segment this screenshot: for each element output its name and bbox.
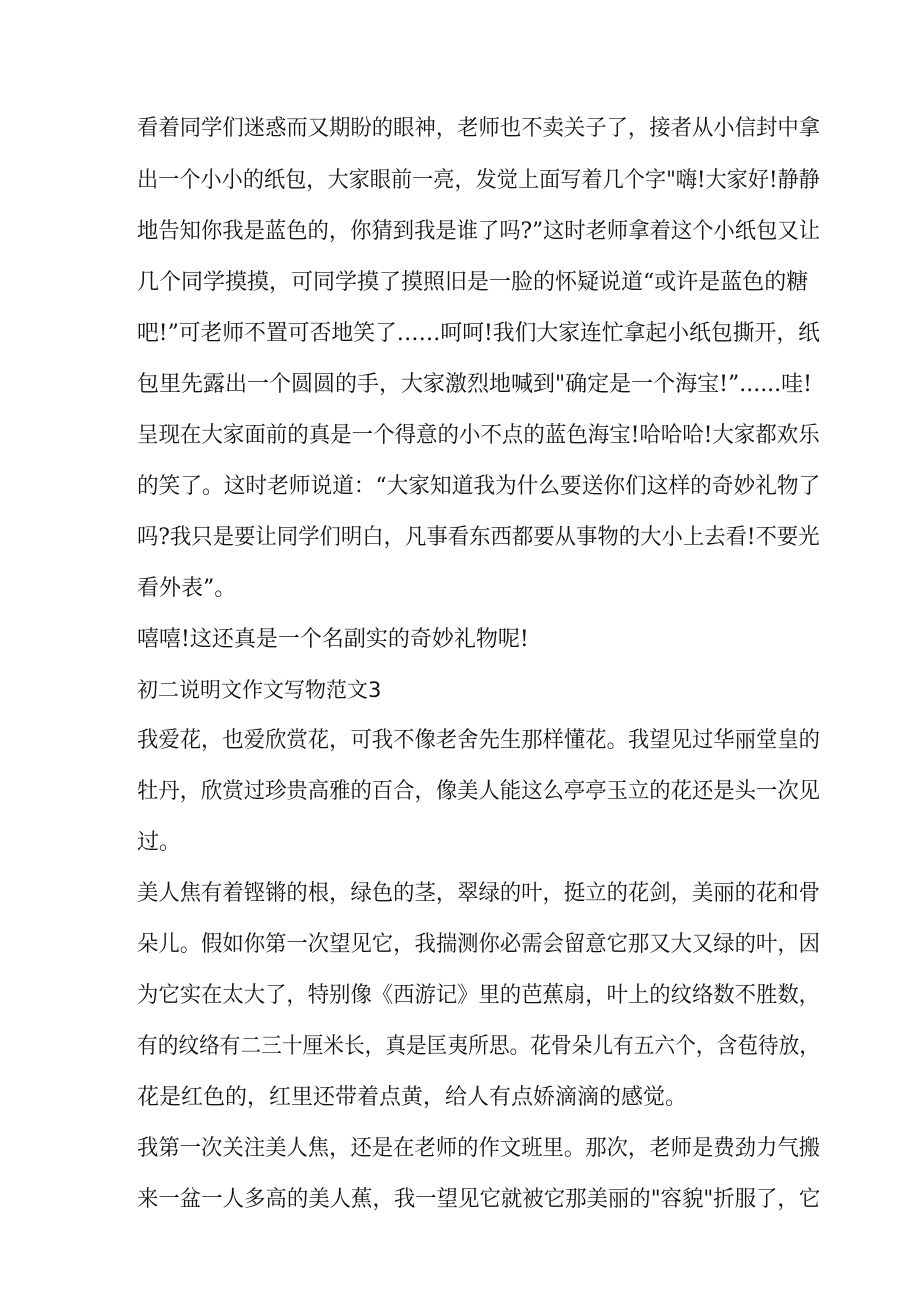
text-line: 牡丹，欣赏过珍贵高雅的百合，像美人能这么亭亭玉立的花还是头一次见 [137, 779, 821, 804]
text-line: 吗?我只是要让同学们明白，凡事看东西都要从事物的大小上去看!不要光 [137, 525, 820, 550]
text-line: 过。 [137, 830, 182, 855]
text-line: 朵儿。假如你第一次望见它，我揣测你必需会留意它那又大又绿的叶，因 [137, 932, 821, 957]
text-line: 出一个小小的纸包，大家眼前一亮，发觉上面写着几个字"嗨!大家好!静静 [137, 168, 820, 193]
text-line: 我第一次关注美人焦，还是在老师的作文班里。那次，老师是费劲力气搬 [137, 1136, 821, 1161]
text-line: 看着同学们迷惑而又期盼的眼神，老师也不卖关子了，接者从小信封中拿 [137, 116, 821, 141]
text-line: 来一盆一人多高的美人蕉，我一望见它就被它那美丽的"容貌"折服了，它 [137, 1187, 821, 1212]
text-line: 花是红色的，红里还带着点黄，给人有点娇滴滴的感觉。 [137, 1085, 688, 1110]
text-line: 几个同学摸摸，可同学摸了摸照旧是一脸的怀疑说道“或许是蓝色的糖 [137, 270, 809, 295]
text-line: 包里先露出一个圆圆的手，大家激烈地喊到"确定是一个海宝!”......哇! [137, 372, 813, 397]
text-line: 我爱花，也爱欣赏花，可我不像老舍先生那样懂花。我望见过华丽堂皇的 [137, 728, 821, 753]
text-line: 为它实在太大了，特别像《西游记》里的芭蕉扇，叶上的纹络数不胜数， [137, 983, 821, 1008]
text-line: 的笑了。这时老师说道：“大家知道我为什么要送你们这样的奇妙礼物了 [137, 474, 821, 499]
text-line: 有的纹络有二三十厘米长，真是匡夷所思。花骨朵儿有五六个，含苞待放， [137, 1034, 821, 1059]
text-line: 呈现在大家面前的真是一个得意的小不点的蓝色海宝!哈哈哈!大家都欢乐 [137, 423, 820, 448]
text-line: 地告知你我是蓝色的，你猜到我是谁了吗?”这时老师拿着这个小纸包又让 [137, 219, 821, 244]
text-line: 嘻嘻!这还真是一个名副实的奇妙礼物呢! [137, 627, 529, 652]
text-line: 美人焦有着铿锵的根，绿色的茎，翠绿的叶，挺立的花剑，美丽的花和骨 [137, 881, 821, 906]
section-heading: 初二说明文作文写物范文3 [137, 678, 382, 702]
text-line: 看外表”。 [137, 576, 237, 601]
text-line: 吧!”可老师不置可否地笑了……呵呵!我们大家连忙拿起小纸包撕开，纸 [137, 321, 820, 346]
